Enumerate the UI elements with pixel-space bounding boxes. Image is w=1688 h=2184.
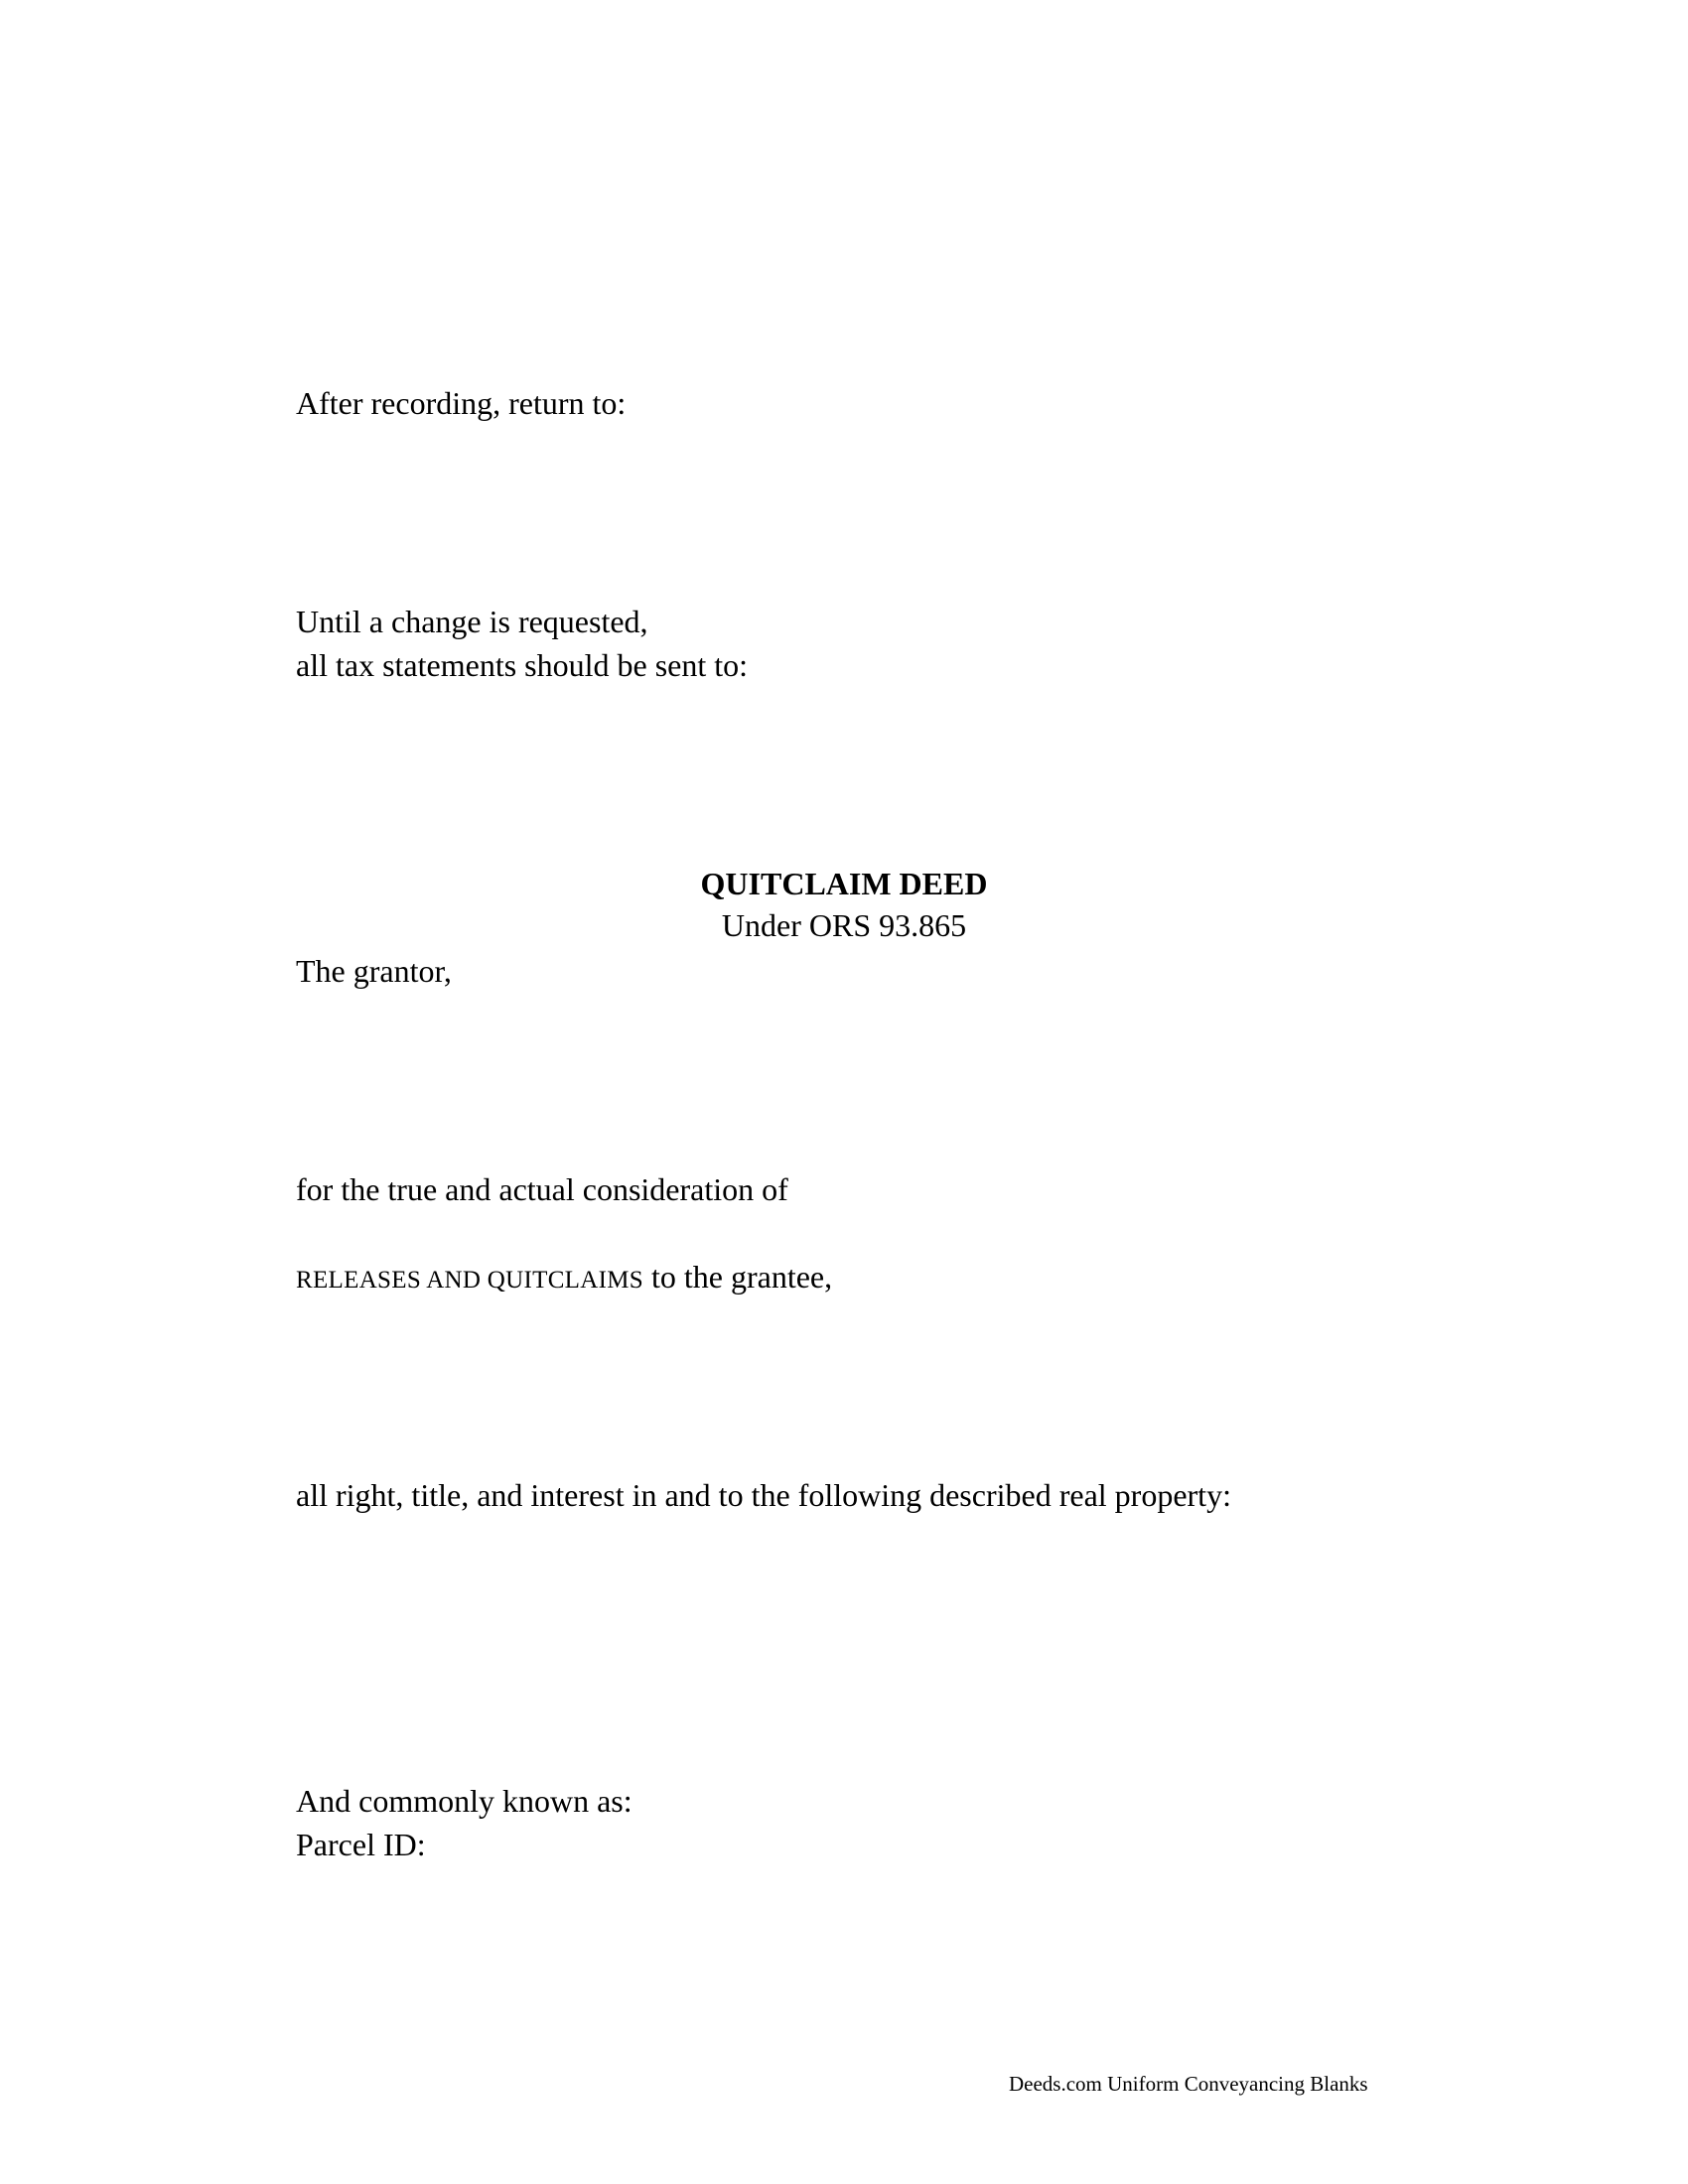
tax-statement-label-line-1: Until a change is requested, (296, 604, 648, 639)
grantor-label: The grantor, (296, 953, 452, 989)
return-to-label: After recording, return to: (296, 385, 627, 421)
tax-statement-label-line-2: all tax statements should be sent to: (296, 647, 749, 683)
releases-rest-text: to the grantee, (642, 1259, 833, 1295)
commonly-known-label: And commonly known as: (296, 1783, 633, 1819)
deed-subtitle: Under ORS 93.865 (721, 907, 967, 943)
consideration-label: for the true and actual consideration of (296, 1171, 788, 1207)
footer-text: Deeds.com Uniform Conveyancing Blanks (1009, 2072, 1368, 2096)
releases-clause (296, 1255, 832, 1302)
deed-title: QUITCLAIM DEED (700, 866, 988, 901)
interest-clause: all right, title, and interest in and to the following described real property: (296, 1477, 1231, 1513)
releases-caps-text: RELEASES AND QUITCLAIMS (296, 1267, 643, 1294)
parcel-id-label: Parcel ID: (296, 1827, 426, 1862)
